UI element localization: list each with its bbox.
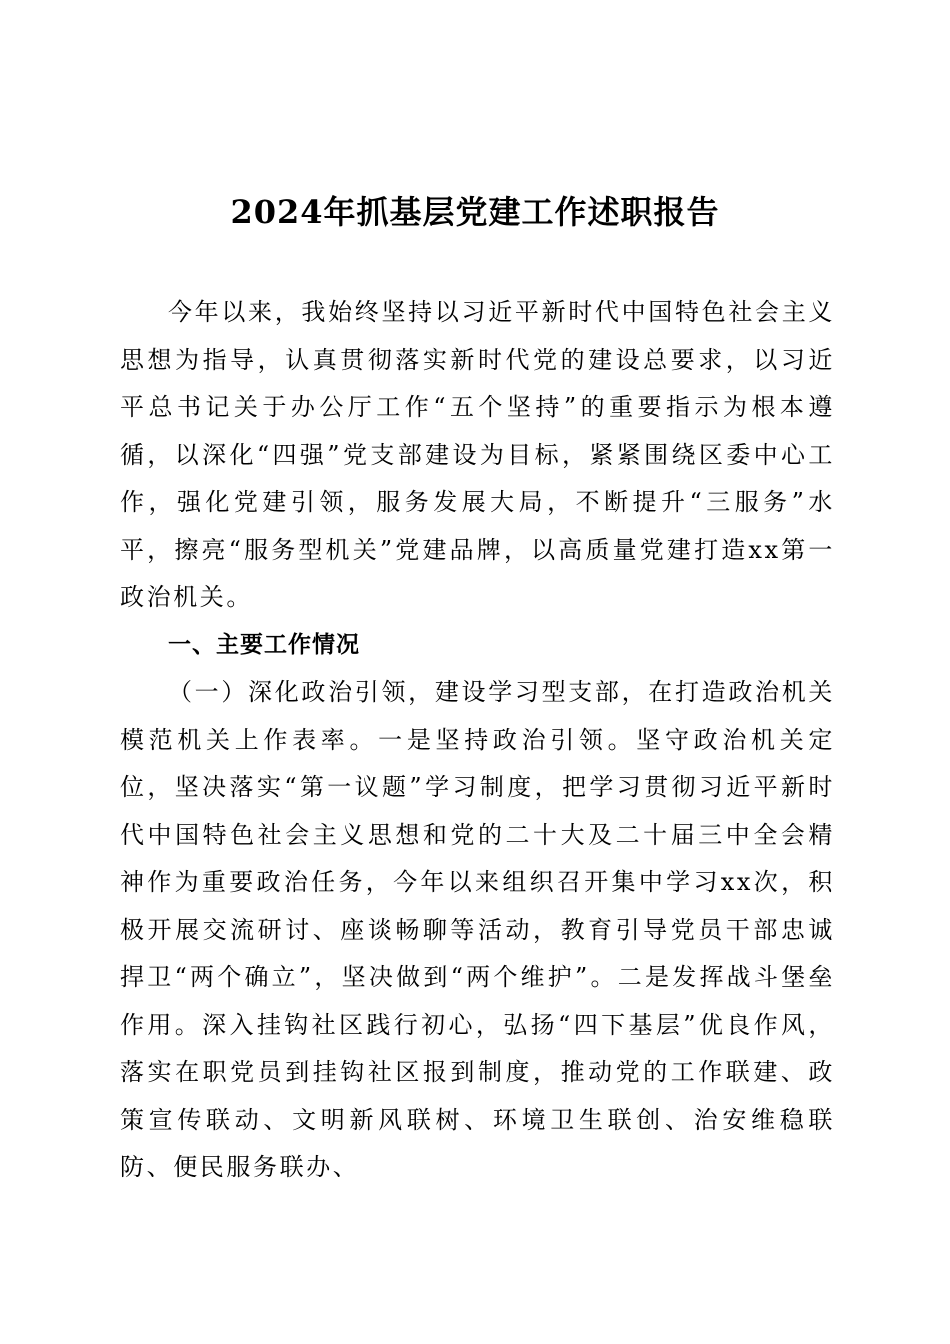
- section-paragraph: （一）深化政治引领，建设学习型支部，在打造政治机关模范机关上作表率。一是坚持政治引领。坚守政治机关定位，坚决落实“第一议题”学习制度，把学习贯彻习近平新时代中国特色社会主义思想和党的二十大及二十届三中全会精神作为重要政治任务，今年以来组织召开集中学习xx次，积极开展交流研讨、座谈畅聊等活动，教育引导党员干部忠诚捍卫“两个确立”，坚决做到“两个维护”。二是发挥战斗堡垒作用。深入挂钩社区践行初心，弘扬“四下基层”优良作风，落实在职党员到挂钩社区报到制度，推动党的工作联建、政策宣传联动、文明新风联树、环境卫生联创、治安维稳联防、便民服务联办、: [120, 678, 835, 1181]
- intro-paragraph: 今年以来，我始终坚持以习近平新时代中国特色社会主义思想为指导，认真贯彻落实新时代党的建设总要求，以习近平总书记关于办公厅工作“五个坚持”的重要指示为根本遵循，以深化“四强”党支部建设为目标，紧紧围绕区委中心工作，强化党建引领，服务发展大局，不断提升“三服务”水平，擦亮“服务型机关”党建品牌，以高质量党建打造xx第一政治机关。: [120, 298, 835, 611]
- document-title: 2024年抓基层党建工作述职报告: [230, 193, 720, 231]
- section-heading: 一、主要工作情况: [168, 631, 360, 658]
- document-body: [120, 289, 835, 1192]
